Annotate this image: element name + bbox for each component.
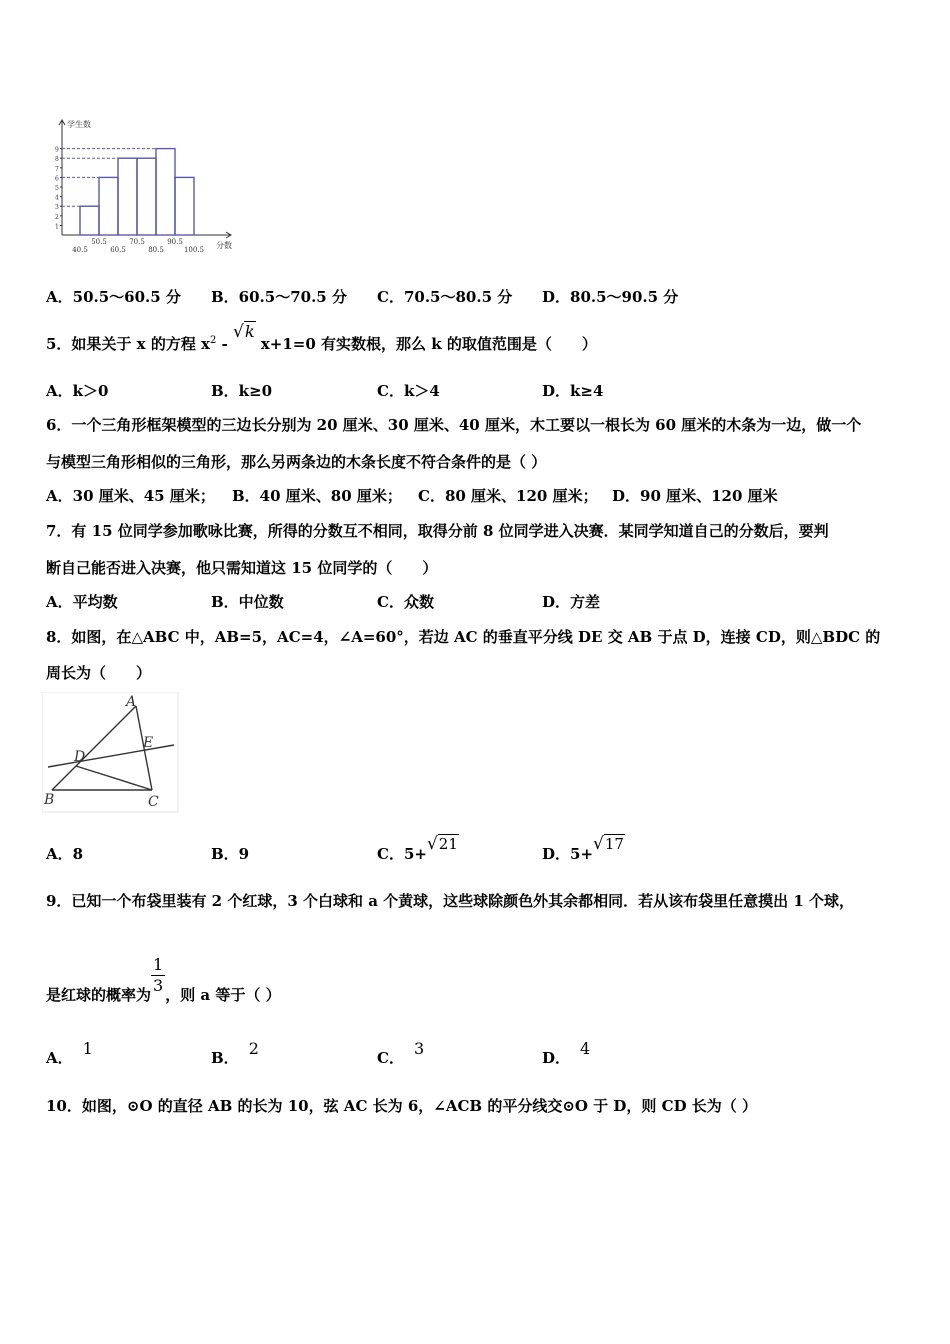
q6-line-2: 与模型三角形相似的三角形，那么另两条边的木条长度不符合条件的是（ ） — [46, 453, 547, 471]
q6-option-c[interactable]: C．80 厘米、120 厘米； — [418, 487, 598, 505]
q8-option-d[interactable] — [542, 833, 625, 863]
q5-option-a[interactable]: A．k＞0 — [46, 382, 109, 400]
q9-option-b[interactable] — [211, 1038, 259, 1067]
histogram-y-tick-label: 5 — [55, 185, 59, 192]
q9-option-c[interactable] — [377, 1038, 425, 1067]
q5-option-c[interactable]: C．k＞4 — [377, 382, 440, 400]
q8-option-b[interactable]: B．9 — [211, 845, 250, 863]
q8-label-c: C — [148, 794, 159, 810]
q5-suffix: x+1=0 有实数根，那么 k 的取值范围是（ ） — [255, 335, 597, 353]
q8-option-a[interactable]: A．8 — [46, 845, 84, 863]
histogram-y-tick-label: 3 — [55, 204, 59, 212]
q4-option-a[interactable]: A．50.5～60.5 分 — [46, 288, 181, 306]
q8-label-d: D — [74, 749, 86, 765]
q8-option-d-radical: √ — [593, 834, 604, 854]
q5-radicand: k — [244, 322, 255, 341]
q8-option-c-radicand: 21 — [438, 835, 458, 853]
q6-option-b[interactable]: B．40 厘米、80 厘米； — [232, 487, 402, 505]
histogram-x-axis-label: 分数 — [216, 241, 232, 250]
q9-line-2-prefix: 是红球的概率为 — [46, 985, 152, 1004]
q8-option-d-radicand: 17 — [604, 835, 624, 853]
histogram-bar — [156, 149, 175, 235]
q9-line-2 — [46, 955, 281, 1004]
histogram-x-tick-label: 80.5 — [148, 246, 164, 254]
q8-line-1: 8．如图，在△ABC 中，AB=5，AC=4，∠A=60°，若边 AC 的垂直平分线 DE 交 AB 于点 D，连接 CD，则△BDC 的 — [46, 628, 881, 646]
histogram-y-tick-label: 8 — [55, 156, 59, 164]
histogram-y-tick-label: 4 — [55, 194, 59, 202]
q8-line-de — [48, 745, 174, 767]
histogram-y-tick-label: 2 — [55, 213, 59, 221]
q7-option-b[interactable]: B．中位数 — [211, 593, 284, 611]
q8-line-2: 周长为（ ） — [46, 664, 152, 682]
histogram-x-tick-label: 50.5 — [91, 238, 107, 246]
q9-fraction — [151, 955, 165, 996]
q9-fraction-denominator: 3 — [153, 976, 164, 995]
histogram-axes — [59, 120, 231, 238]
q7-option-a[interactable]: A．平均数 — [46, 593, 118, 611]
q5-stem — [46, 322, 597, 354]
q9-option-b-value: 2 — [248, 1039, 259, 1058]
q8-segment-cd — [76, 766, 152, 790]
q8-triangle-figure — [42, 692, 182, 814]
q8-label-a: A — [126, 694, 137, 710]
histogram-y-axis-label: 学生数 — [67, 120, 91, 129]
q9-option-a-value: 1 — [82, 1039, 93, 1058]
q7-option-c[interactable]: C．众数 — [377, 593, 434, 611]
q4-option-d[interactable]: D．80.5～90.5 分 — [542, 288, 679, 306]
histogram-y-tick-label: 7 — [55, 165, 59, 173]
histogram-x-tick-label: 100.5 — [183, 246, 205, 254]
q9-option-d-label: D． — [542, 1049, 571, 1067]
q9-option-a-label: A． — [46, 1049, 73, 1067]
q9-option-d-value: 4 — [580, 1039, 591, 1058]
q8-label-b: B — [44, 792, 55, 808]
q7-line-2: 断自己能否进入决赛，他只需知道这 15 位同学的（ ） — [46, 559, 438, 577]
histogram-bar — [99, 177, 118, 235]
q5-minus: - — [216, 335, 234, 353]
q5-option-d[interactable]: D．k≥4 — [542, 382, 604, 400]
q6-option-d[interactable]: D．90 厘米、120 厘米 — [612, 487, 778, 505]
histogram-x-tick-label: 70.5 — [129, 238, 145, 246]
histogram-x-tick-label: 40.5 — [72, 246, 88, 254]
q4-option-c[interactable]: C．70.5～80.5 分 — [377, 288, 513, 306]
q7-line-1: 7．有 15 位同学参加歌咏比赛，所得的分数互不相同，取得分前 8 位同学进入决赛．某同学知道自己的分数后，要判 — [46, 522, 829, 540]
q8-option-c-prefix: C．5+ — [377, 845, 427, 863]
q8-label-e: E — [143, 735, 154, 751]
histogram-x-tick-label: 60.5 — [110, 246, 126, 254]
q10-line-1: 10．如图，⊙O 的直径 AB 的长为 10，弦 AC 长为 6，∠ACB 的平分线交⊙O 于 D，则 CD 长为（ ） — [46, 1097, 758, 1115]
q5-option-b[interactable]: B．k≥0 — [211, 382, 273, 400]
q9-line-2-suffix: ，则 a 等于（ ） — [165, 985, 281, 1004]
q5-exponent: 2 — [210, 335, 217, 346]
q6-line-1: 6．一个三角形框架模型的三边长分别为 20 厘米、30 厘米、40 厘米，木工要以一根长为 60 厘米的木条为一边，做一个 — [46, 416, 862, 434]
histogram-y-tick-label: 1 — [55, 223, 59, 231]
histogram-bar — [137, 158, 156, 235]
q8-option-c[interactable] — [377, 833, 459, 863]
q9-option-c-value: 3 — [413, 1039, 425, 1058]
histogram-bar — [80, 206, 99, 235]
q9-option-a[interactable] — [46, 1038, 93, 1067]
q5-prefix: 5．如果关于 x 的方程 x — [46, 335, 210, 353]
q9-fraction-numerator: 1 — [153, 955, 164, 974]
histogram-chart — [40, 115, 250, 265]
histogram-y-ticks — [55, 147, 62, 231]
q6-option-a[interactable]: A．30 厘米、45 厘米； — [46, 487, 215, 505]
q5-radical-sign: √ — [233, 322, 244, 342]
q9-line-1: 9．已知一个布袋里装有 2 个红球，3 个白球和 a 个黄球，这些球除颜色外其余都相同．若从该布袋里任意摸出 1 个球， — [46, 892, 855, 910]
q9-option-b-label: B． — [211, 1049, 239, 1067]
q8-option-d-prefix: D．5+ — [542, 845, 594, 863]
histogram-bar — [175, 177, 194, 235]
q4-option-b[interactable]: B．60.5～70.5 分 — [211, 288, 347, 306]
histogram-y-tick-label: 6 — [55, 175, 59, 183]
q8-option-c-radical: √ — [426, 834, 438, 854]
q9-option-d[interactable] — [542, 1038, 591, 1067]
histogram-bars — [80, 149, 194, 235]
histogram-bar — [118, 158, 137, 235]
q9-option-c-label: C． — [377, 1049, 404, 1067]
q7-option-d[interactable]: D．方差 — [542, 593, 601, 611]
histogram-y-tick-label: 9 — [55, 146, 59, 154]
q8-side-ab — [52, 706, 136, 790]
histogram-x-labels — [72, 238, 204, 254]
histogram-x-tick-label: 90.5 — [167, 238, 183, 246]
